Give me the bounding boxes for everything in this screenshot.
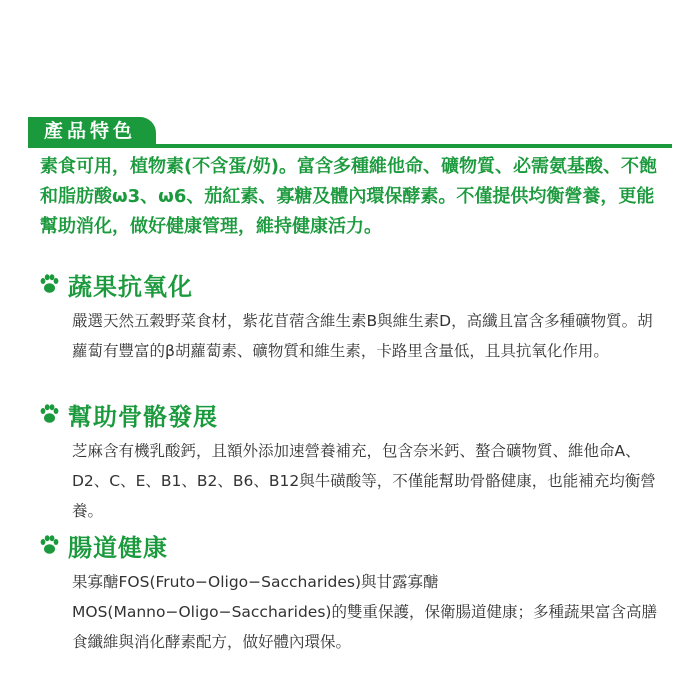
section-bone-development [38,396,662,526]
section-title: 蔬果抗氧化 [68,272,193,301]
section-title-row [38,396,662,432]
section-title-row [38,527,662,563]
intro-text: 素食可用，植物素(不含蛋/奶)。富含多種維他命、礦物質、必需氨基酸、不飽和脂肪酸ω3、ω6、茄紅素、寡糖及體內環保酵素。不僅提供均衡營養，更能幫助消化，做好健康管理，維持健康活力。 [40,156,658,237]
section-title: 腸道健康 [68,533,168,562]
section-header [28,117,672,147]
section-gut-health [38,527,662,657]
paw-icon [38,403,60,425]
paw-icon [38,273,60,295]
section-body: 芝麻含有機乳酸鈣，且額外添加速營養補充，包含奈米鈣、螯合礦物質、維他命A、D2、C、E、B1、B2、B6、B12與牛磺酸等，不僅能幫助骨骼健康，也能補充均衡營養。 [72,442,656,520]
section-body: 果寡醣FOS(Fruto−Oligo−Saccharides)與甘露寡醣MOS(Manno−Oligo−Saccharides)的雙重保護，保衛腸道健康；多種蔬果富含高膳食纖維與消化酵素配方，做好體內環保。 [72,573,657,651]
section-title-row [38,266,662,302]
header-title: 產品特色 [28,117,156,145]
section-body: 嚴選天然五穀野菜食材，紫花苜蓿含維生素B與維生素D，高纖且富含多種礦物質。胡蘿蔔有豐富的β胡蘿蔔素、礦物質和維生素，卡路里含量低，且具抗氧化作用。 [72,312,653,360]
section-antioxidant [38,266,662,366]
paw-icon [38,534,60,556]
header-divider [28,144,672,148]
section-title: 幫助骨骼發展 [68,402,218,431]
